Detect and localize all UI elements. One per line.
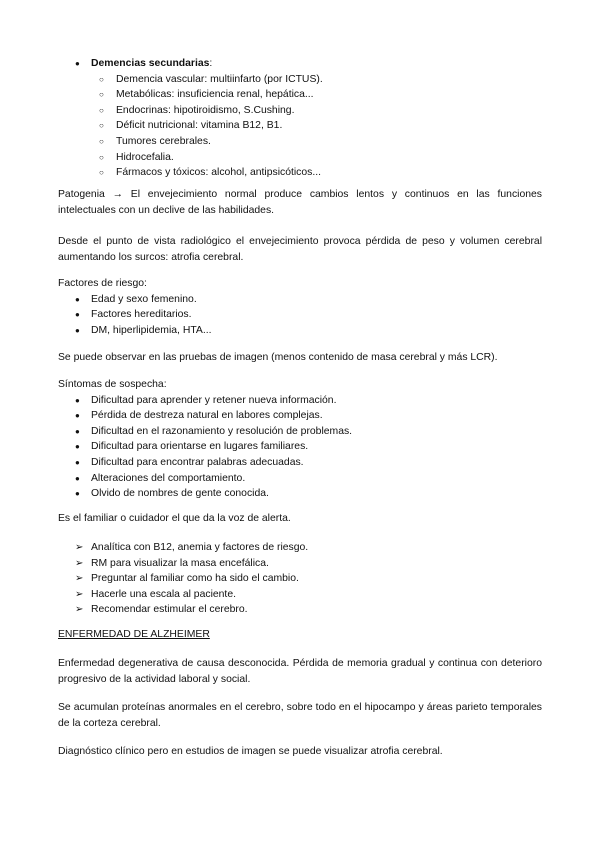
alerta-paragraph: Es el familiar o cuidador el que da la voz de alerta. — [58, 513, 291, 524]
list-item: ➢ Analítica con B12, anemia y factores de riesgo. — [58, 540, 542, 556]
section-heading: Factores de riesgo: — [58, 278, 147, 289]
bullet-list — [58, 56, 542, 72]
list-item: ● Dificultad para aprender y retener nueva información. — [58, 393, 542, 409]
list-item: ○ Metabólicas: insuficiencia renal, hepática... — [58, 87, 542, 103]
imagen-paragraph: Se puede observar en las pruebas de imagen (menos contenido de masa cerebral y más LCR). — [58, 352, 498, 363]
list-item: ● Dificultad para orientarse en lugares familiares. — [58, 439, 542, 455]
alzheimer-paragraph-3: Diagnóstico clínico pero en estudios de imagen se puede visualizar atrofia cerebral. — [58, 746, 443, 757]
bullet-list — [58, 292, 542, 339]
radiologico-paragraph: Desde el punto de vista radiológico el envejecimiento provoca pérdida de peso y volumen cerebral aumentando los surcos: atrofia cerebral. — [58, 236, 542, 263]
arrow-list — [58, 540, 542, 618]
section-heading: Demencias secundarias — [91, 58, 210, 69]
list-item: ● Olvido de nombres de gente conocida. — [58, 486, 542, 502]
list-item: ○ Déficit nutricional: vitamina B12, B1. — [58, 118, 542, 134]
heading-colon: : — [209, 58, 213, 69]
bullet-list — [58, 393, 542, 502]
list-item: ➢ Hacerle una escala al paciente. — [58, 587, 542, 603]
list-item: ➢ RM para visualizar la masa encefálica. — [58, 556, 542, 572]
sintomas-section — [58, 377, 542, 502]
list-item: ● Dificultad para encontrar palabras adecuadas. — [58, 455, 542, 471]
list-item: ○ Hidrocefalia. — [58, 150, 542, 166]
list-item: ➢ Preguntar al familiar como ha sido el cambio. — [58, 571, 542, 587]
list-item: ○ Endocrinas: hipotiroidismo, S.Cushing. — [58, 103, 542, 119]
list-item — [58, 56, 542, 72]
list-item: ○ Tumores cerebrales. — [58, 134, 542, 150]
list-item: ● Pérdida de destreza natural en labores complejas. — [58, 408, 542, 424]
sub-list — [58, 72, 542, 181]
section-heading: Síntomas de sospecha: — [58, 379, 167, 390]
list-item: ● Dificultad en el razonamiento y resolución de problemas. — [58, 424, 542, 440]
list-item: ● DM, hiperlipidemia, HTA... — [58, 323, 542, 339]
list-item: ○ Demencia vascular: multiinfarto (por ICTUS). — [58, 72, 542, 88]
alzheimer-paragraph-1: Enfermedad degenerativa de causa desconocida. Pérdida de memoria gradual y continua con deterioro progresivo de la actividad laboral y social. — [58, 658, 542, 685]
alzheimer-paragraph-2: Se acumulan proteínas anormales en el cerebro, sobre todo en el hipocampo y áreas parieto temporales de la corteza cerebral. — [58, 702, 542, 729]
list-item: ➢ Recomendar estimular el cerebro. — [58, 602, 542, 618]
patogenia-paragraph: Patogenia → El envejecimiento normal produce cambios lentos y continuos en las funciones intelectuales con un declive de las habilidades. — [58, 189, 542, 216]
list-item: ● Edad y sexo femenino. — [58, 292, 542, 308]
list-item: ● Alteraciones del comportamiento. — [58, 471, 542, 487]
factores-section — [58, 276, 542, 338]
alzheimer-title: ENFERMEDAD DE ALZHEIMER — [58, 629, 210, 640]
list-item: ○ Fármacos y tóxicos: alcohol, antipsicóticos... — [58, 165, 542, 181]
demencias-secundarias-section — [58, 56, 542, 181]
acciones-section — [58, 540, 542, 618]
list-item: ● Factores hereditarios. — [58, 307, 542, 323]
